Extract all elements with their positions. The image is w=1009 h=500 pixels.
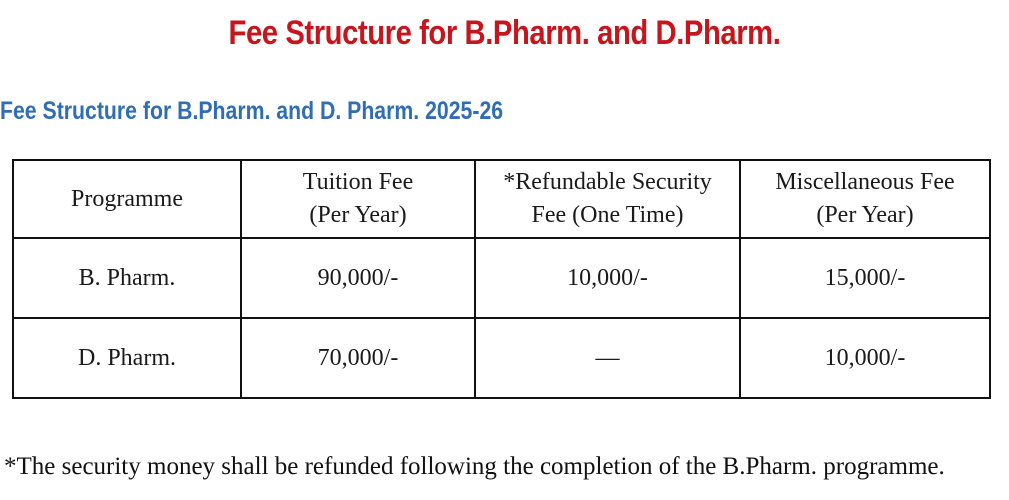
cell-misc-fee: 10,000/- [740,318,990,398]
header-security-fee [475,160,740,238]
header-security-line2: Fee (One Time) [531,202,684,228]
security-footnote: *The security money shall be refunded following the completion of the B.Pharm. programme. [4,453,945,480]
table-header-row [13,160,990,238]
header-misc-fee [740,160,990,238]
header-programme [13,160,241,238]
cell-security-fee: 10,000/- [475,238,740,318]
header-misc-line2: (Per Year) [816,202,914,228]
fee-table [12,159,991,399]
header-programme-label: Programme [71,185,183,212]
cell-programme: B. Pharm. [13,238,241,318]
cell-programme: D. Pharm. [13,318,241,398]
cell-tuition-fee: 90,000/- [241,238,475,318]
cell-misc-fee: 15,000/- [740,238,990,318]
header-tuition-fee [241,160,475,238]
table-row [13,318,990,398]
table-row [13,238,990,318]
cell-security-fee: — [475,318,740,398]
cell-tuition-fee: 70,000/- [241,318,475,398]
header-tuition-line2: (Per Year) [309,202,407,228]
header-security-line1: *Refundable Security [503,169,712,195]
header-misc-line1: Miscellaneous Fee [775,169,955,195]
page-title: Fee Structure for B.Pharm. and D.Pharm. [228,14,781,52]
table-heading: Fee Structure for B.Pharm. and D. Pharm. 2025-26 [0,97,504,125]
header-tuition-line1: Tuition Fee [302,169,414,195]
